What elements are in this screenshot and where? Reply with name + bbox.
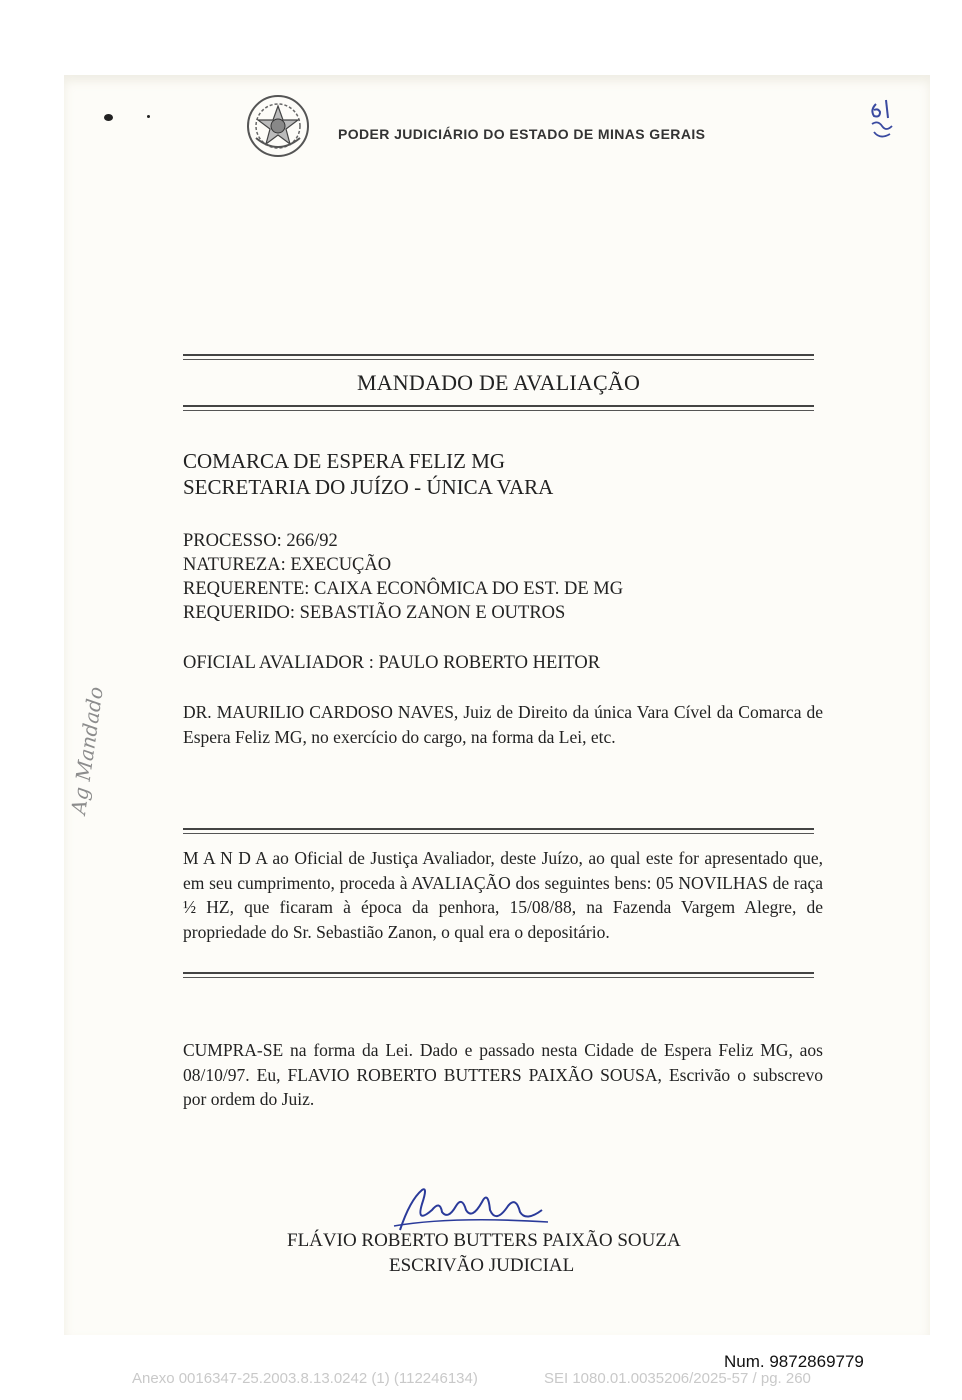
handwritten-page-number [866, 96, 898, 144]
signatory-name: FLÁVIO ROBERTO BUTTERS PAIXÃO SOUZA [287, 1230, 681, 1251]
institution-header: PODER JUDICIÁRIO DO ESTADO DE MINAS GERAIS [338, 126, 706, 142]
processo-line: PROCESSO: 266/92 [183, 531, 338, 551]
comarca-line: COMARCA DE ESPERA FELIZ MG [183, 449, 506, 473]
natureza-line: NATUREZA: EXECUÇÃO [183, 555, 392, 575]
document-number: Num. 9872869779 [724, 1352, 864, 1371]
requerido-line: REQUERIDO: SEBASTIÃO ZANON E OUTROS [183, 603, 566, 623]
divider-rule [183, 354, 814, 360]
divider-rule [183, 405, 814, 411]
oficial-line: OFICIAL AVALIADOR : PAULO ROBERTO HEITOR [183, 653, 601, 673]
signatory-role: ESCRIVÃO JUDICIAL [389, 1255, 575, 1276]
document-title: MANDADO DE AVALIAÇÃO [356, 370, 641, 395]
closing-paragraph: CUMPRA-SE na forma da Lei. Dado e passado nesta Cidade de Espera Feliz MG, aos 08/10/97. Eu, FLAVIO ROBERTO BUTTERS PAIXÃO SOUSA, Escrivão o subscrevo por ordem do Juiz. [183, 1040, 823, 1109]
margin-handwritten-note: Ag Mandado [66, 685, 108, 816]
coat-of-arms-icon [246, 94, 310, 158]
divider-rule [183, 972, 814, 978]
ink-speck [104, 114, 113, 121]
secretaria-line: SECRETARIA DO JUÍZO - ÚNICA VARA [183, 475, 554, 499]
ink-speck [147, 115, 150, 118]
judge-paragraph: DR. MAURILIO CARDOSO NAVES, Juiz de Direito da única Vara Cível da Comarca de Espera Feliz MG, no exercício do cargo, na forma da Lei, etc. [183, 702, 823, 747]
annex-reference: Anexo 0016347-25.2003.8.13.0242 (1) (112246134) [132, 1370, 478, 1387]
order-paragraph: M A N D A ao Oficial de Justiça Avaliador, deste Juízo, ao qual este for apresentado que, em seu cumprimento, proceda à AVALIAÇÃO dos seguintes bens: 05 NOVILHAS de raça ½ HZ, que ficaram à época da penhora, 15/08/88, na Fazenda Vargem Alegre, de propriedade do Sr. Sebastião Zanon, o qual era o depositário. [183, 848, 823, 942]
divider-rule [183, 828, 814, 834]
requerente-line: REQUERENTE: CAIXA ECONÔMICA DO EST. DE MG [183, 579, 624, 599]
sei-reference: SEI 1080.01.0035206/2025-57 / pg. 260 [544, 1370, 811, 1387]
